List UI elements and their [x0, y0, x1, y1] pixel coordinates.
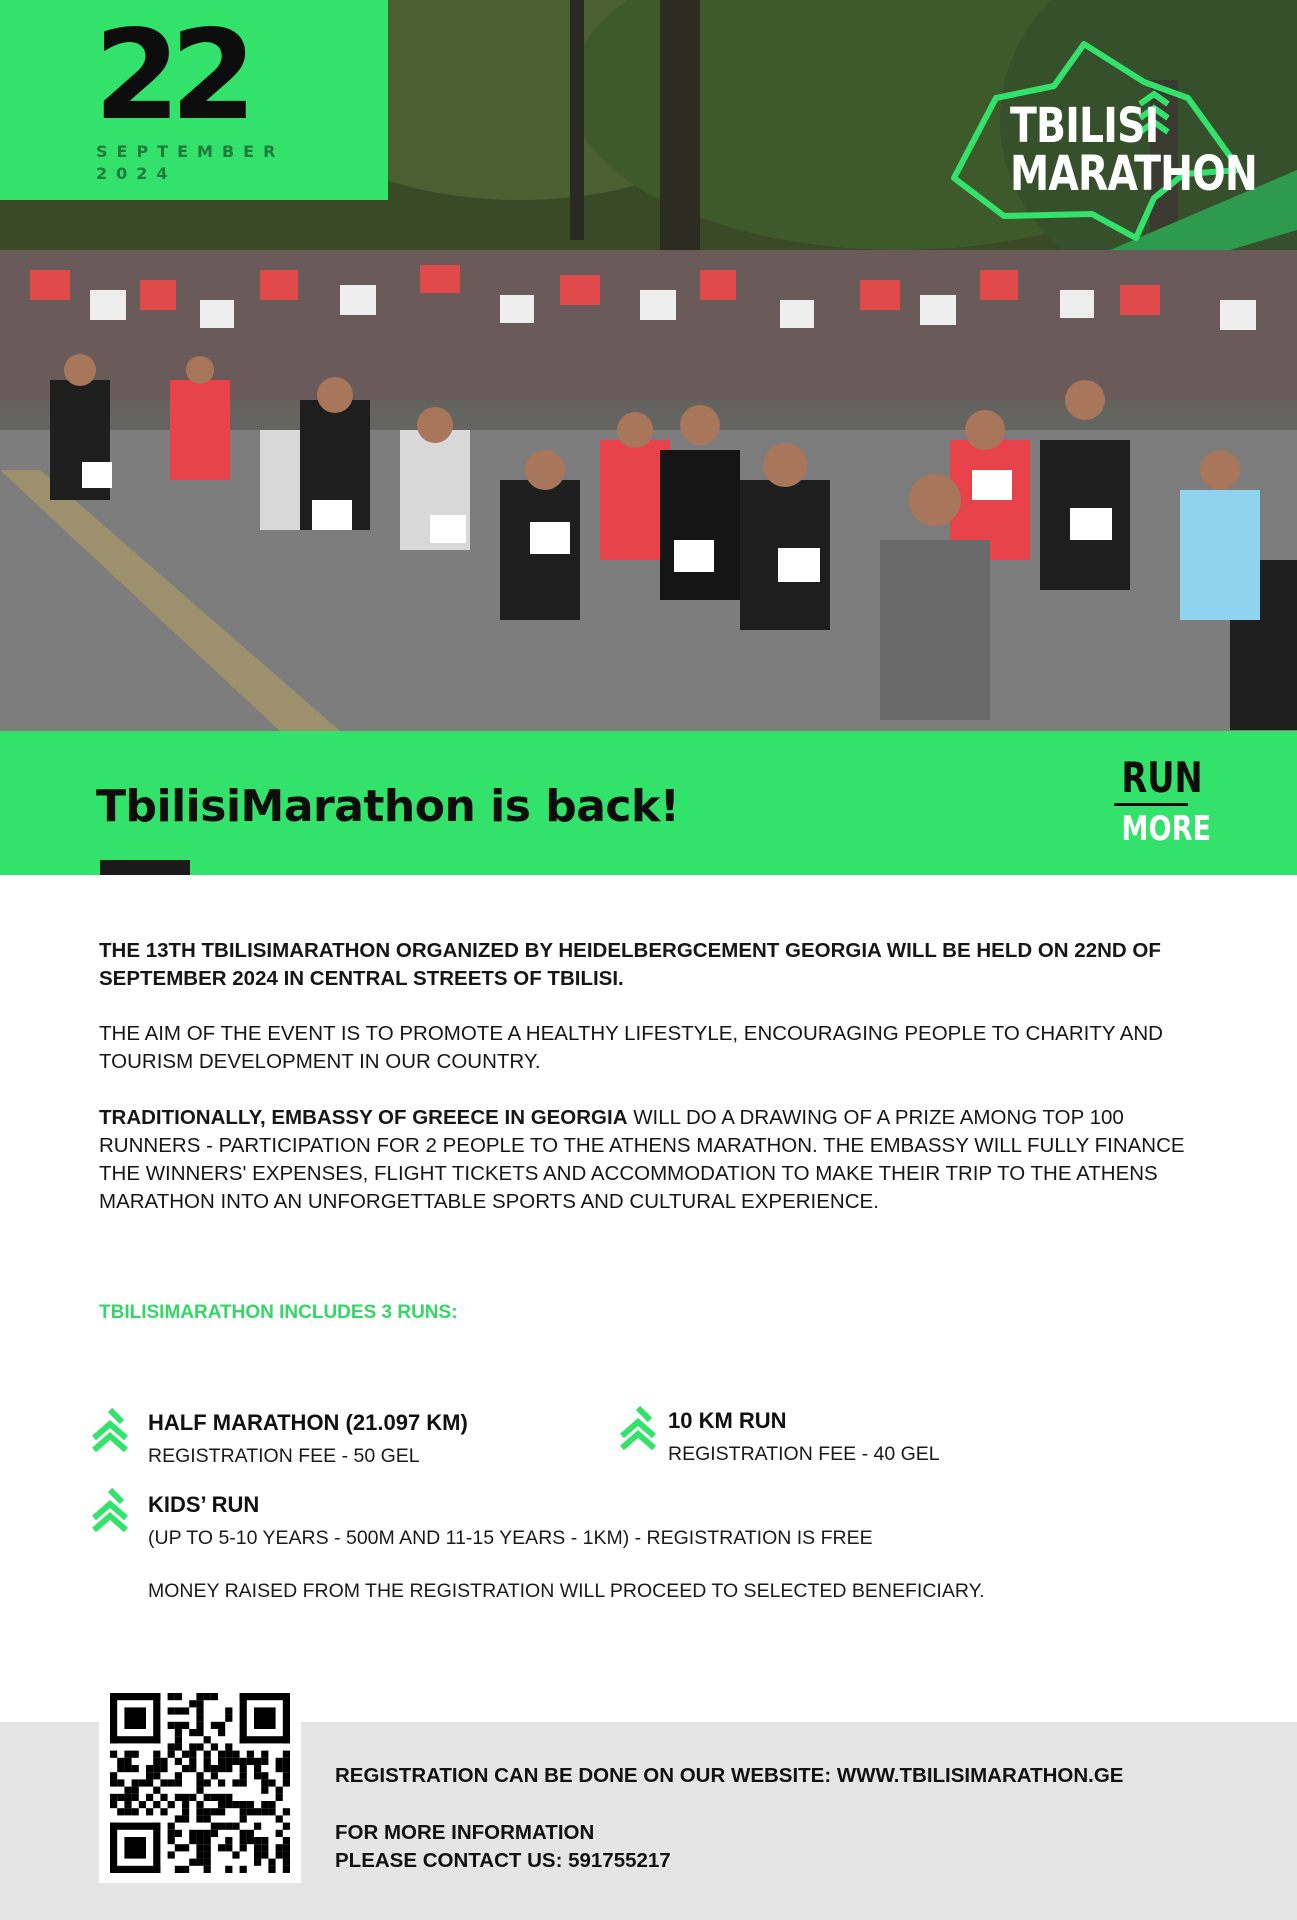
run-fee-kids: (UP TO 5-10 YEARS - 500M AND 11-15 YEARS - 1KM) - REGISTRATION IS FREE	[148, 1527, 873, 1549]
contact-line-1: FOR MORE INFORMATION	[335, 1821, 595, 1844]
date-year: 2024	[96, 164, 177, 183]
run-more-divider	[1114, 803, 1188, 806]
title-underline	[100, 860, 190, 875]
qr-code[interactable]	[99, 1683, 301, 1883]
runs-heading: TBILISIMARATHON INCLUDES 3 RUNS:	[99, 1302, 458, 1323]
hero-photo	[0, 0, 1297, 731]
run-name-kids: KIDS’ RUN	[148, 1492, 260, 1517]
qr-code-image	[109, 1693, 291, 1873]
run-more-top: RUN	[1121, 753, 1203, 802]
runner-chevron-icon	[90, 1488, 130, 1532]
intro-paragraph: THE 13TH TBILISIMARATHON ORGANIZED BY HEIDELBERGCEMENT GEORGIA WILL BE HELD ON 22ND OF SEPTEMBER 2024 IN CENTRAL STREETS OF TBILISI.	[99, 939, 1161, 990]
logo-line-1: TBILISI	[1010, 98, 1159, 154]
date-box	[0, 0, 388, 200]
beneficiary-note: MONEY RAISED FROM THE REGISTRATION WILL PROCEED TO SELECTED BENEFICIARY.	[148, 1580, 985, 1602]
contact-line-2: PLEASE CONTACT US: 591755217	[335, 1849, 671, 1872]
run-more-logo	[1114, 753, 1212, 849]
run-more-bottom: MORE	[1121, 809, 1212, 849]
embassy-paragraph-rest: WILL DO A DRAWING OF A PRIZE AMONG TOP 100 RUNNERS - PARTICIPATION FOR 2 PEOPLE TO THE ATHENS MARATHON. THE EMBASSY WILL FULLY FINANCE THE WINNERS' EXPENSES, FLIGHT TICKETS AND ACCOMMODATION TO MAKE THEIR TRIP TO THE ATHENS MARATHON INTO AN UNFORGETTABLE SPORTS AND CULTURAL EXPERIENCE.	[99, 1106, 1185, 1213]
tbilisi-marathon-logo	[944, 38, 1257, 250]
runner-chevron-icon	[90, 1408, 130, 1452]
run-name-half-marathon: HALF MARATHON (21.097 KM)	[148, 1410, 468, 1435]
registration-website[interactable]: REGISTRATION CAN BE DONE ON OUR WEBSITE: WWW.TBILISIMARATHON.GE	[335, 1764, 1124, 1787]
page-title: TbilisiMarathon is back!	[96, 781, 680, 832]
date-month: SEPTEMBER	[96, 142, 285, 161]
embassy-paragraph-bold: TRADITIONALLY, EMBASSY OF GREECE IN GEORGIA	[99, 1106, 628, 1129]
run-name-10km: 10 KM RUN	[668, 1408, 787, 1433]
run-fee-half-marathon: REGISTRATION FEE - 50 GEL	[148, 1445, 420, 1467]
embassy-paragraph	[99, 1104, 1209, 1216]
title-band	[0, 731, 1297, 875]
runner-chevron-icon	[618, 1406, 658, 1450]
logo-line-2: MARATHON	[1010, 146, 1257, 202]
date-day: 22	[94, 4, 247, 148]
run-fee-10km: REGISTRATION FEE - 40 GEL	[668, 1443, 940, 1465]
aim-paragraph: THE AIM OF THE EVENT IS TO PROMOTE A HEALTHY LIFESTYLE, ENCOURAGING PEOPLE TO CHARITY AND TOURISM DEVELOPMENT IN OUR COUNTRY.	[99, 1022, 1163, 1073]
